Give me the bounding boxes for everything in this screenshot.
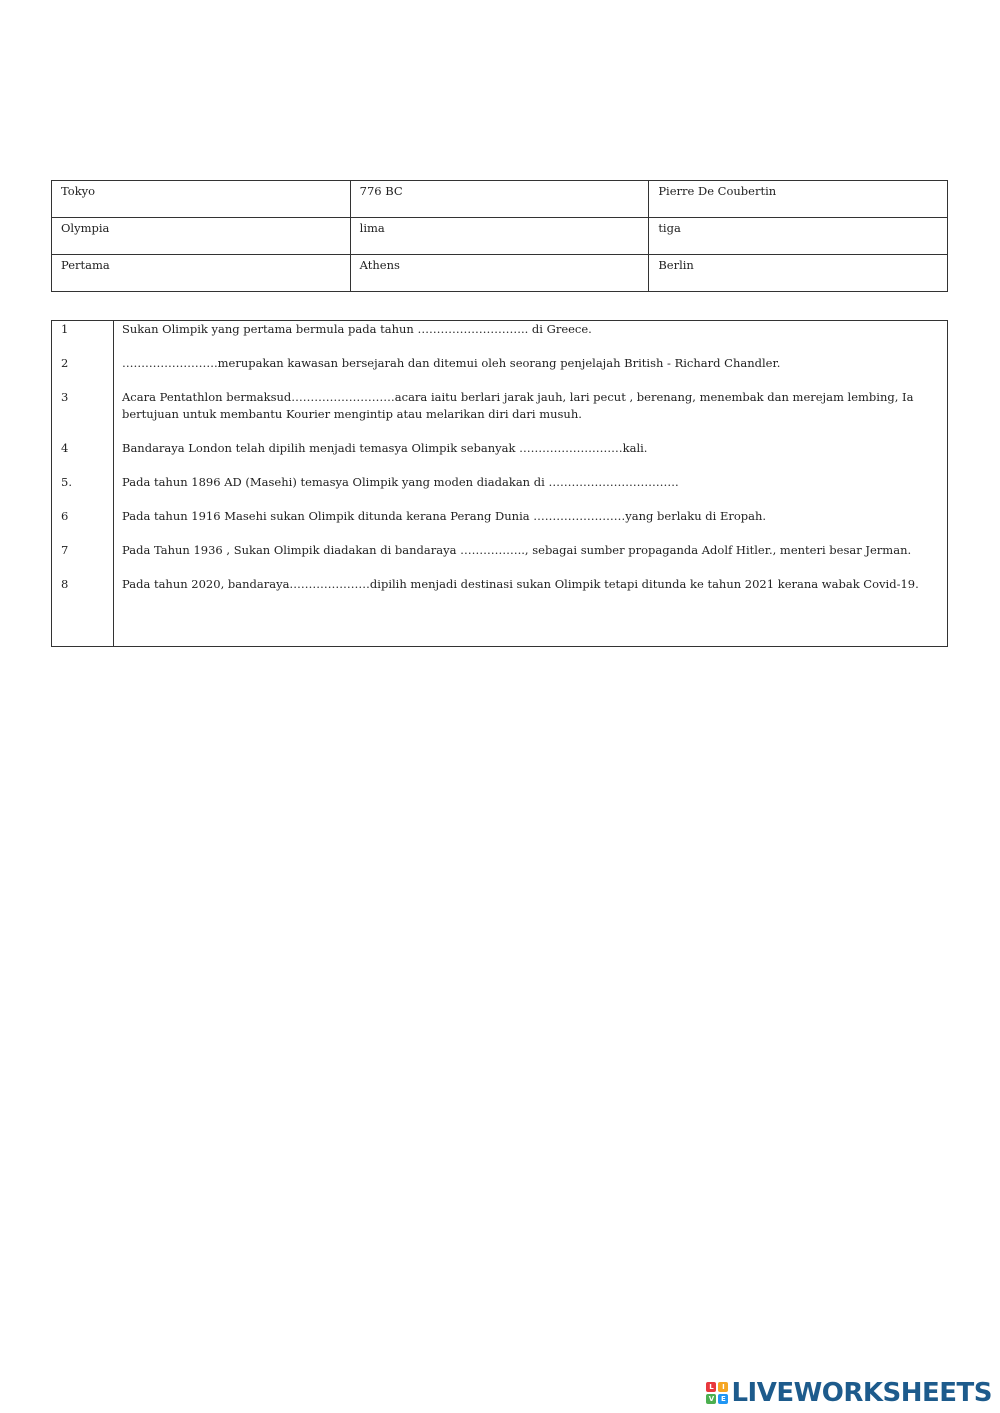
word-bank-row	[52, 255, 948, 292]
questions-table	[51, 320, 948, 647]
question-text: Pada tahun 1896 AD (Masehi) temasya Olimpik yang moden diadakan di …………………………….	[122, 475, 679, 489]
logo-square: L	[706, 1382, 716, 1392]
logo-text: LIVEWORKSHEETS	[731, 1378, 992, 1408]
question-number: 2	[61, 356, 69, 370]
word-bank-cell: Berlin	[649, 255, 948, 292]
question-number: 5.	[61, 475, 72, 489]
question-number: 6	[61, 509, 69, 523]
logo-square: E	[718, 1394, 728, 1404]
liveworksheets-logo	[706, 1379, 992, 1407]
word-bank-cell: lima	[350, 218, 649, 255]
word-bank-cell: Pertama	[52, 255, 351, 292]
logo-square: I	[718, 1382, 728, 1392]
question-number: 7	[61, 543, 69, 557]
question-text: Pada tahun 2020, bandaraya…………………dipilih menjadi destinasi sukan Olimpik tetapi ditunda ke tahun 2021 kerana wabak Covid-19.	[122, 577, 919, 591]
question-text: Pada tahun 1916 Masehi sukan Olimpik ditunda kerana Perang Dunia ……………………yang berlaku di Eropah.	[122, 509, 767, 523]
word-bank-table	[51, 180, 948, 292]
word-bank-cell: Olympia	[52, 218, 351, 255]
word-bank-cell: tiga	[649, 218, 948, 255]
question-number: 1	[61, 322, 69, 336]
question-text: …………………….merupakan kawasan bersejarah dan ditemui oleh seorang penjelajah British - Richard Chandler.	[122, 356, 781, 370]
question-text: Bandaraya London telah dipilih menjadi temasya Olimpik sebanyak ………………………kali.	[122, 441, 648, 455]
question-text: Sukan Olimpik yang pertama bermula pada tahun ……………………….. di Greece.	[122, 322, 592, 336]
question-number-column	[52, 321, 114, 646]
question-number: 8	[61, 577, 69, 591]
question-number: 3	[61, 390, 69, 404]
logo-square: V	[706, 1394, 716, 1404]
question-number: 4	[61, 441, 69, 455]
word-bank-cell: Tokyo	[52, 181, 351, 218]
word-bank-cell: Pierre De Coubertin	[649, 181, 948, 218]
word-bank-cell: 776 BC	[350, 181, 649, 218]
question-text: Pada Tahun 1936 , Sukan Olimpik diadakan di bandaraya …………….., sebagai sumber propaganda Adolf Hitler., menteri besar Jerman.	[122, 543, 912, 557]
question-text-column	[114, 321, 947, 646]
question-text: Acara Pentathlon bermaksud………………………acara iaitu berlari jarak jauh, lari pecut , berenang, menembak dan merejam lembing, Ia bertujuan untuk membantu Kourier mengintip atau melarikan diri dari musuh.	[122, 390, 914, 421]
word-bank-row	[52, 181, 948, 218]
word-bank-cell: Athens	[350, 255, 649, 292]
word-bank-row	[52, 218, 948, 255]
liveworksheets-icon	[706, 1382, 728, 1404]
